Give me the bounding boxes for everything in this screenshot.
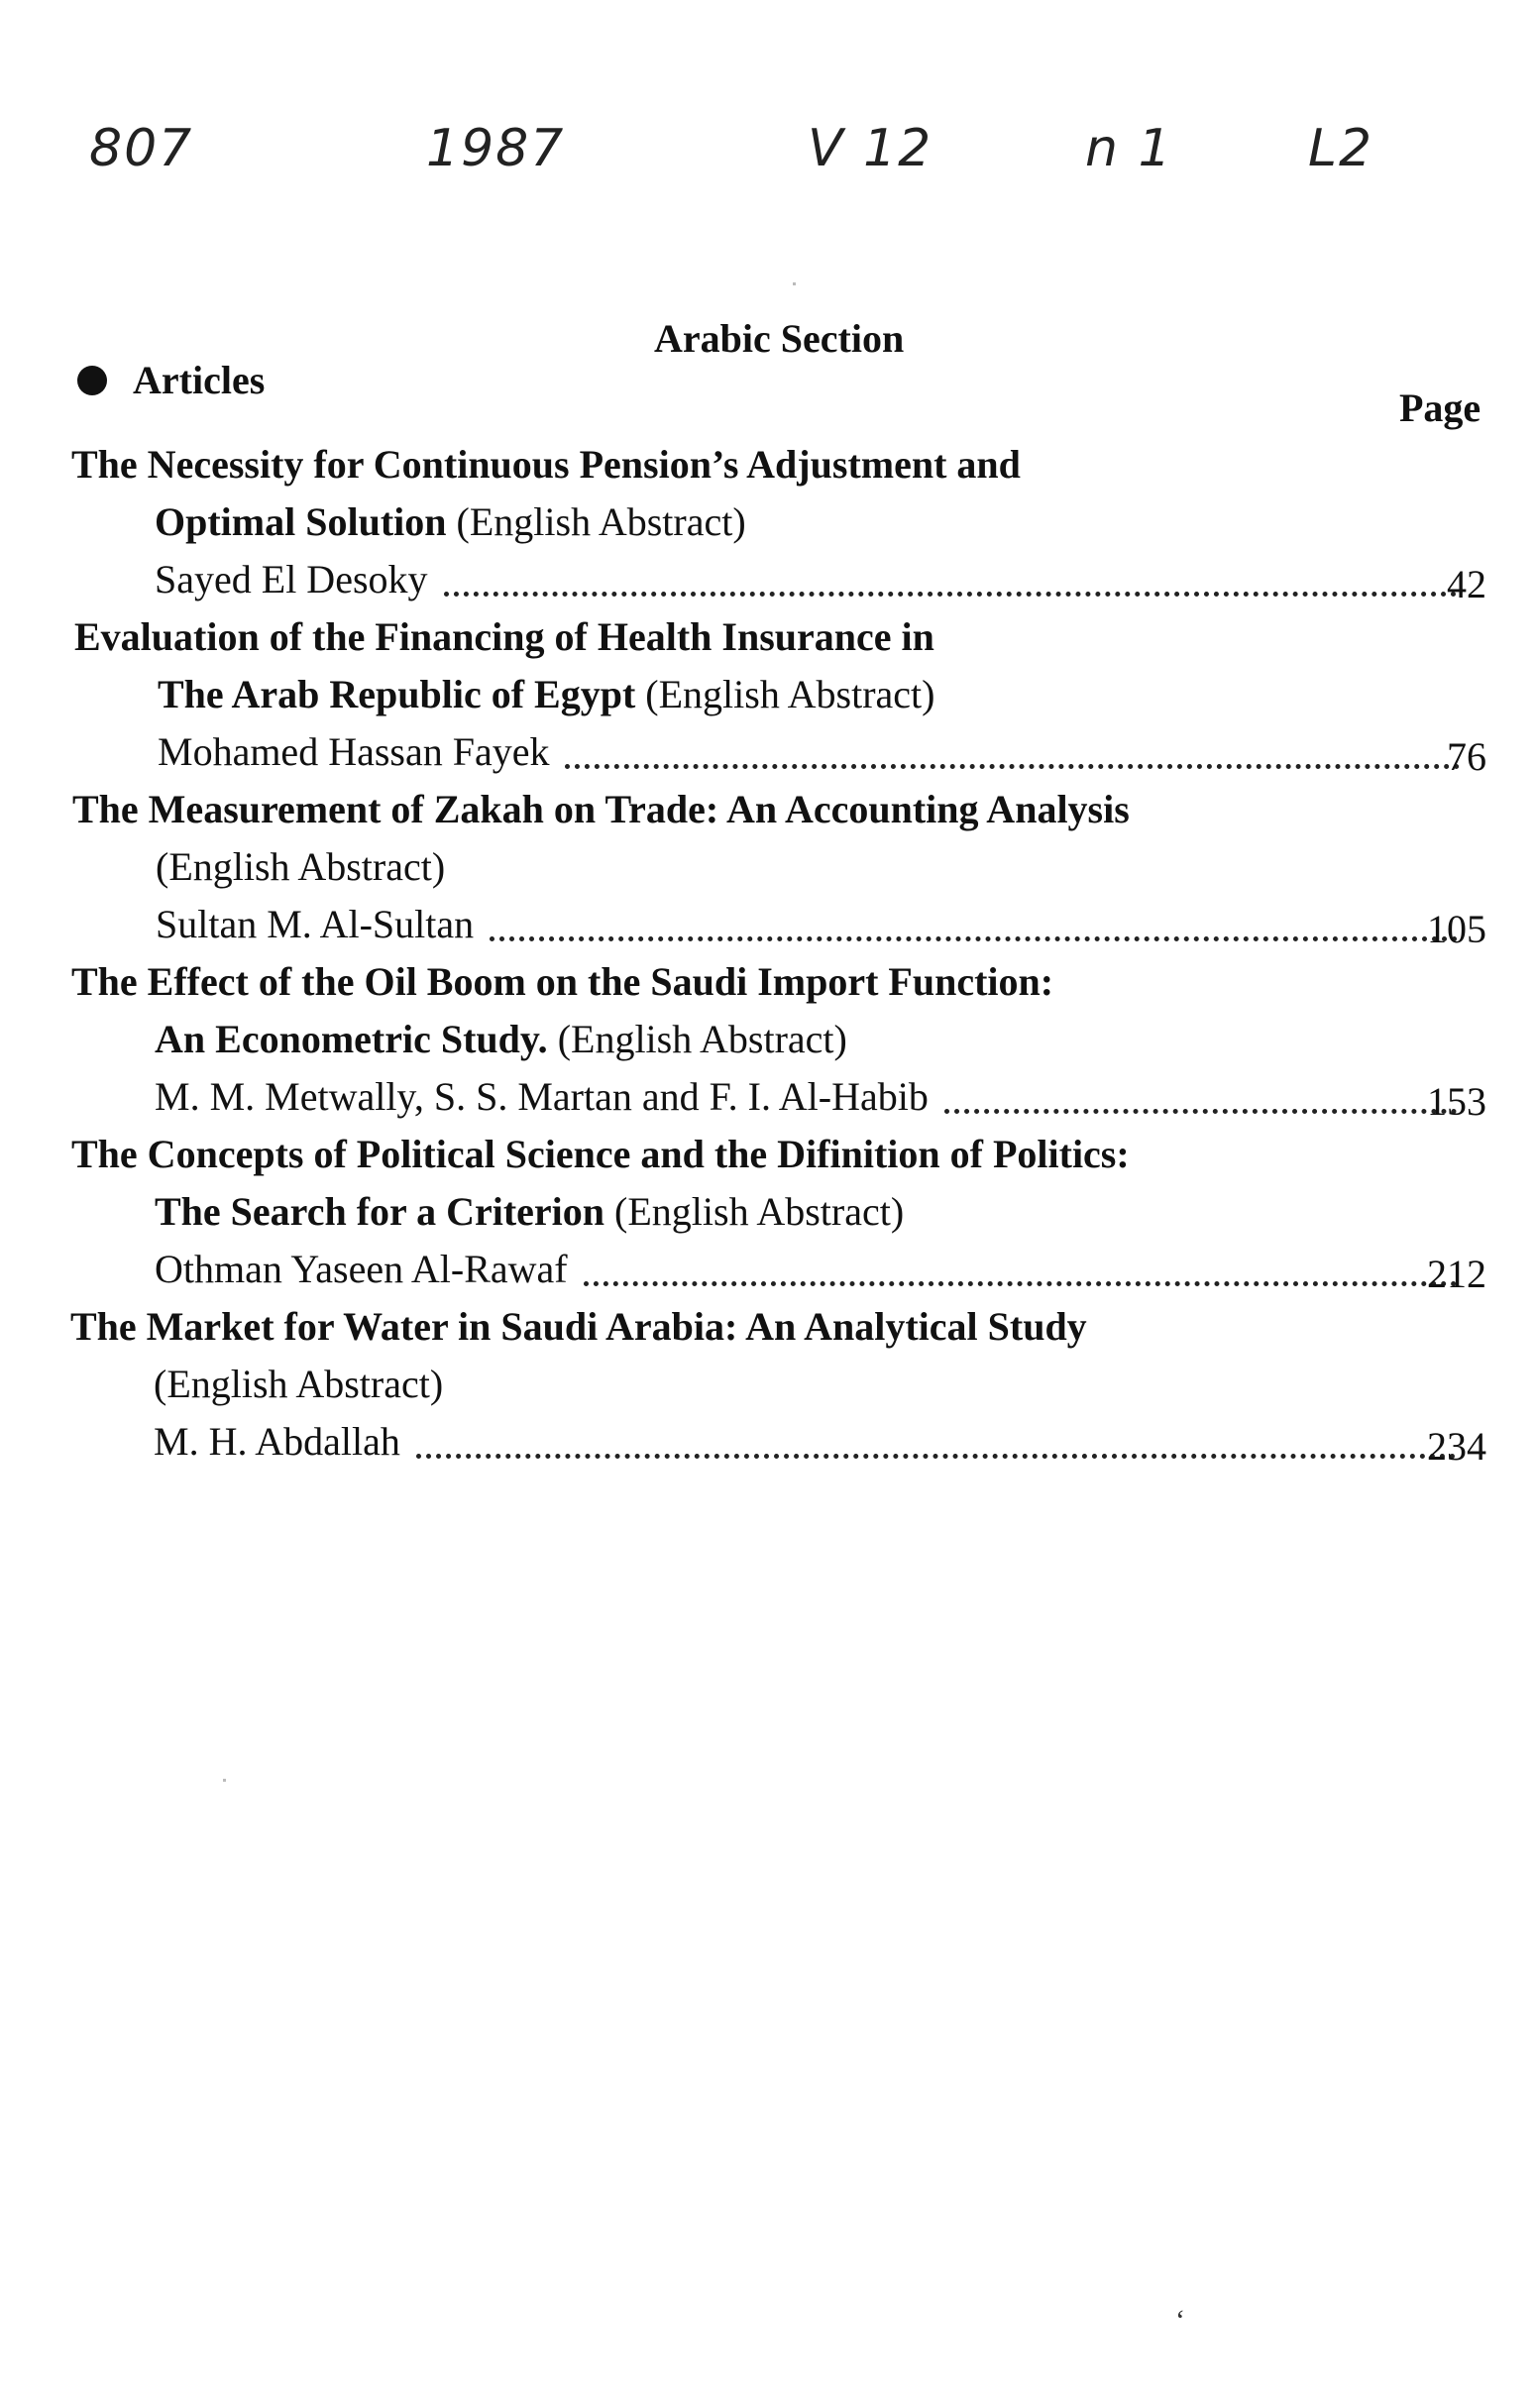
entry-title-continuation: [59, 1011, 1486, 1068]
scan-speck: [223, 1779, 226, 1782]
entry-title-continuation: [60, 838, 1486, 896]
page-column-header: Page: [1399, 385, 1481, 430]
entry-page-number: 234: [1427, 1424, 1486, 1469]
entry-title: The Effect of the Oil Boom on the Saudi Import Function:: [71, 959, 1054, 1004]
handwritten-note: n 1: [1085, 119, 1173, 178]
dot-leader: [490, 936, 1458, 941]
entry-author-row: [62, 723, 1476, 781]
handwritten-note: 807: [89, 119, 194, 178]
entry-abstract-note: (English Abstract): [446, 499, 746, 544]
articles-heading: [77, 357, 265, 403]
entry-abstract-note: (English Abstract): [547, 1017, 847, 1061]
entry-author: Sayed El Desoky: [155, 557, 428, 602]
entry-page-number: 42: [1447, 562, 1486, 606]
entry-page-number: 212: [1427, 1252, 1486, 1296]
entry-author-row: [60, 896, 1474, 953]
entry-abstract-note: (English Abstract): [156, 844, 446, 889]
entry-title: The Necessity for Continuous Pension’s Adjustment and: [71, 442, 1021, 487]
articles-label: Articles: [133, 358, 266, 402]
entry-title-bold: Optimal Solution: [155, 499, 447, 544]
entry-title-continuation: [59, 493, 1486, 551]
entry-author-row: [58, 1413, 1472, 1471]
entry-page-number: 105: [1427, 907, 1486, 951]
dot-leader: [584, 1281, 1457, 1286]
entry-author: M. H. Abdallah: [154, 1419, 400, 1464]
entry-abstract-note: (English Abstract): [635, 672, 935, 716]
entry-title: The Measurement of Zakah on Trade: An Accounting Analysis: [72, 787, 1130, 831]
entry-page-number: 76: [1447, 734, 1486, 779]
toc-entry: [59, 953, 1486, 1126]
entry-author: Sultan M. Al-Sultan: [156, 902, 475, 946]
dot-leader: [944, 1109, 1457, 1114]
entry-title-bold: An Econometric Study.: [155, 1017, 548, 1061]
entry-page-number: 153: [1427, 1079, 1486, 1124]
entry-author: Othman Yaseen Al-Rawaf: [155, 1247, 568, 1291]
entry-title-bold: The Arab Republic of Egypt: [158, 672, 636, 716]
scan-speck: [793, 282, 796, 285]
dot-leader: [565, 764, 1460, 769]
table-of-contents: [59, 436, 1486, 1471]
bullet-icon: [77, 366, 107, 395]
entry-author-row: [59, 1241, 1473, 1298]
entry-title-bold: The Search for a Criterion: [155, 1189, 605, 1234]
toc-entry: [59, 1126, 1486, 1298]
handwritten-note: L2: [1308, 119, 1374, 178]
entry-abstract-note: (English Abstract): [604, 1189, 905, 1234]
entry-title: The Concepts of Political Science and the Difinition of Politics:: [71, 1132, 1130, 1176]
entry-title-continuation: [58, 1356, 1486, 1413]
handwritten-note: V 12: [808, 119, 933, 178]
toc-entry: [59, 436, 1486, 608]
dot-leader: [444, 592, 1457, 597]
entry-title: The Market for Water in Saudi Arabia: An Analytical Study: [70, 1304, 1087, 1349]
entry-author: Mohamed Hassan Fayek: [158, 729, 550, 774]
entry-author: M. M. Metwally, S. S. Martan and F. I. Al-Habib: [155, 1074, 929, 1119]
handwritten-note: 1987: [426, 119, 566, 178]
entry-author-row: [59, 551, 1473, 608]
stray-mark: ʻ: [1175, 2304, 1185, 2337]
entry-title: Evaluation of the Financing of Health Insurance in: [74, 614, 934, 659]
toc-entry: [58, 1298, 1486, 1471]
entry-abstract-note: (English Abstract): [154, 1362, 444, 1406]
toc-entry: [62, 608, 1486, 781]
entry-author-row: [59, 1068, 1473, 1126]
entry-title-continuation: [62, 666, 1486, 723]
entry-title-continuation: [59, 1183, 1486, 1241]
toc-entry: [60, 781, 1486, 953]
dot-leader: [416, 1454, 1456, 1459]
section-title: Arabic Section: [654, 316, 905, 361]
